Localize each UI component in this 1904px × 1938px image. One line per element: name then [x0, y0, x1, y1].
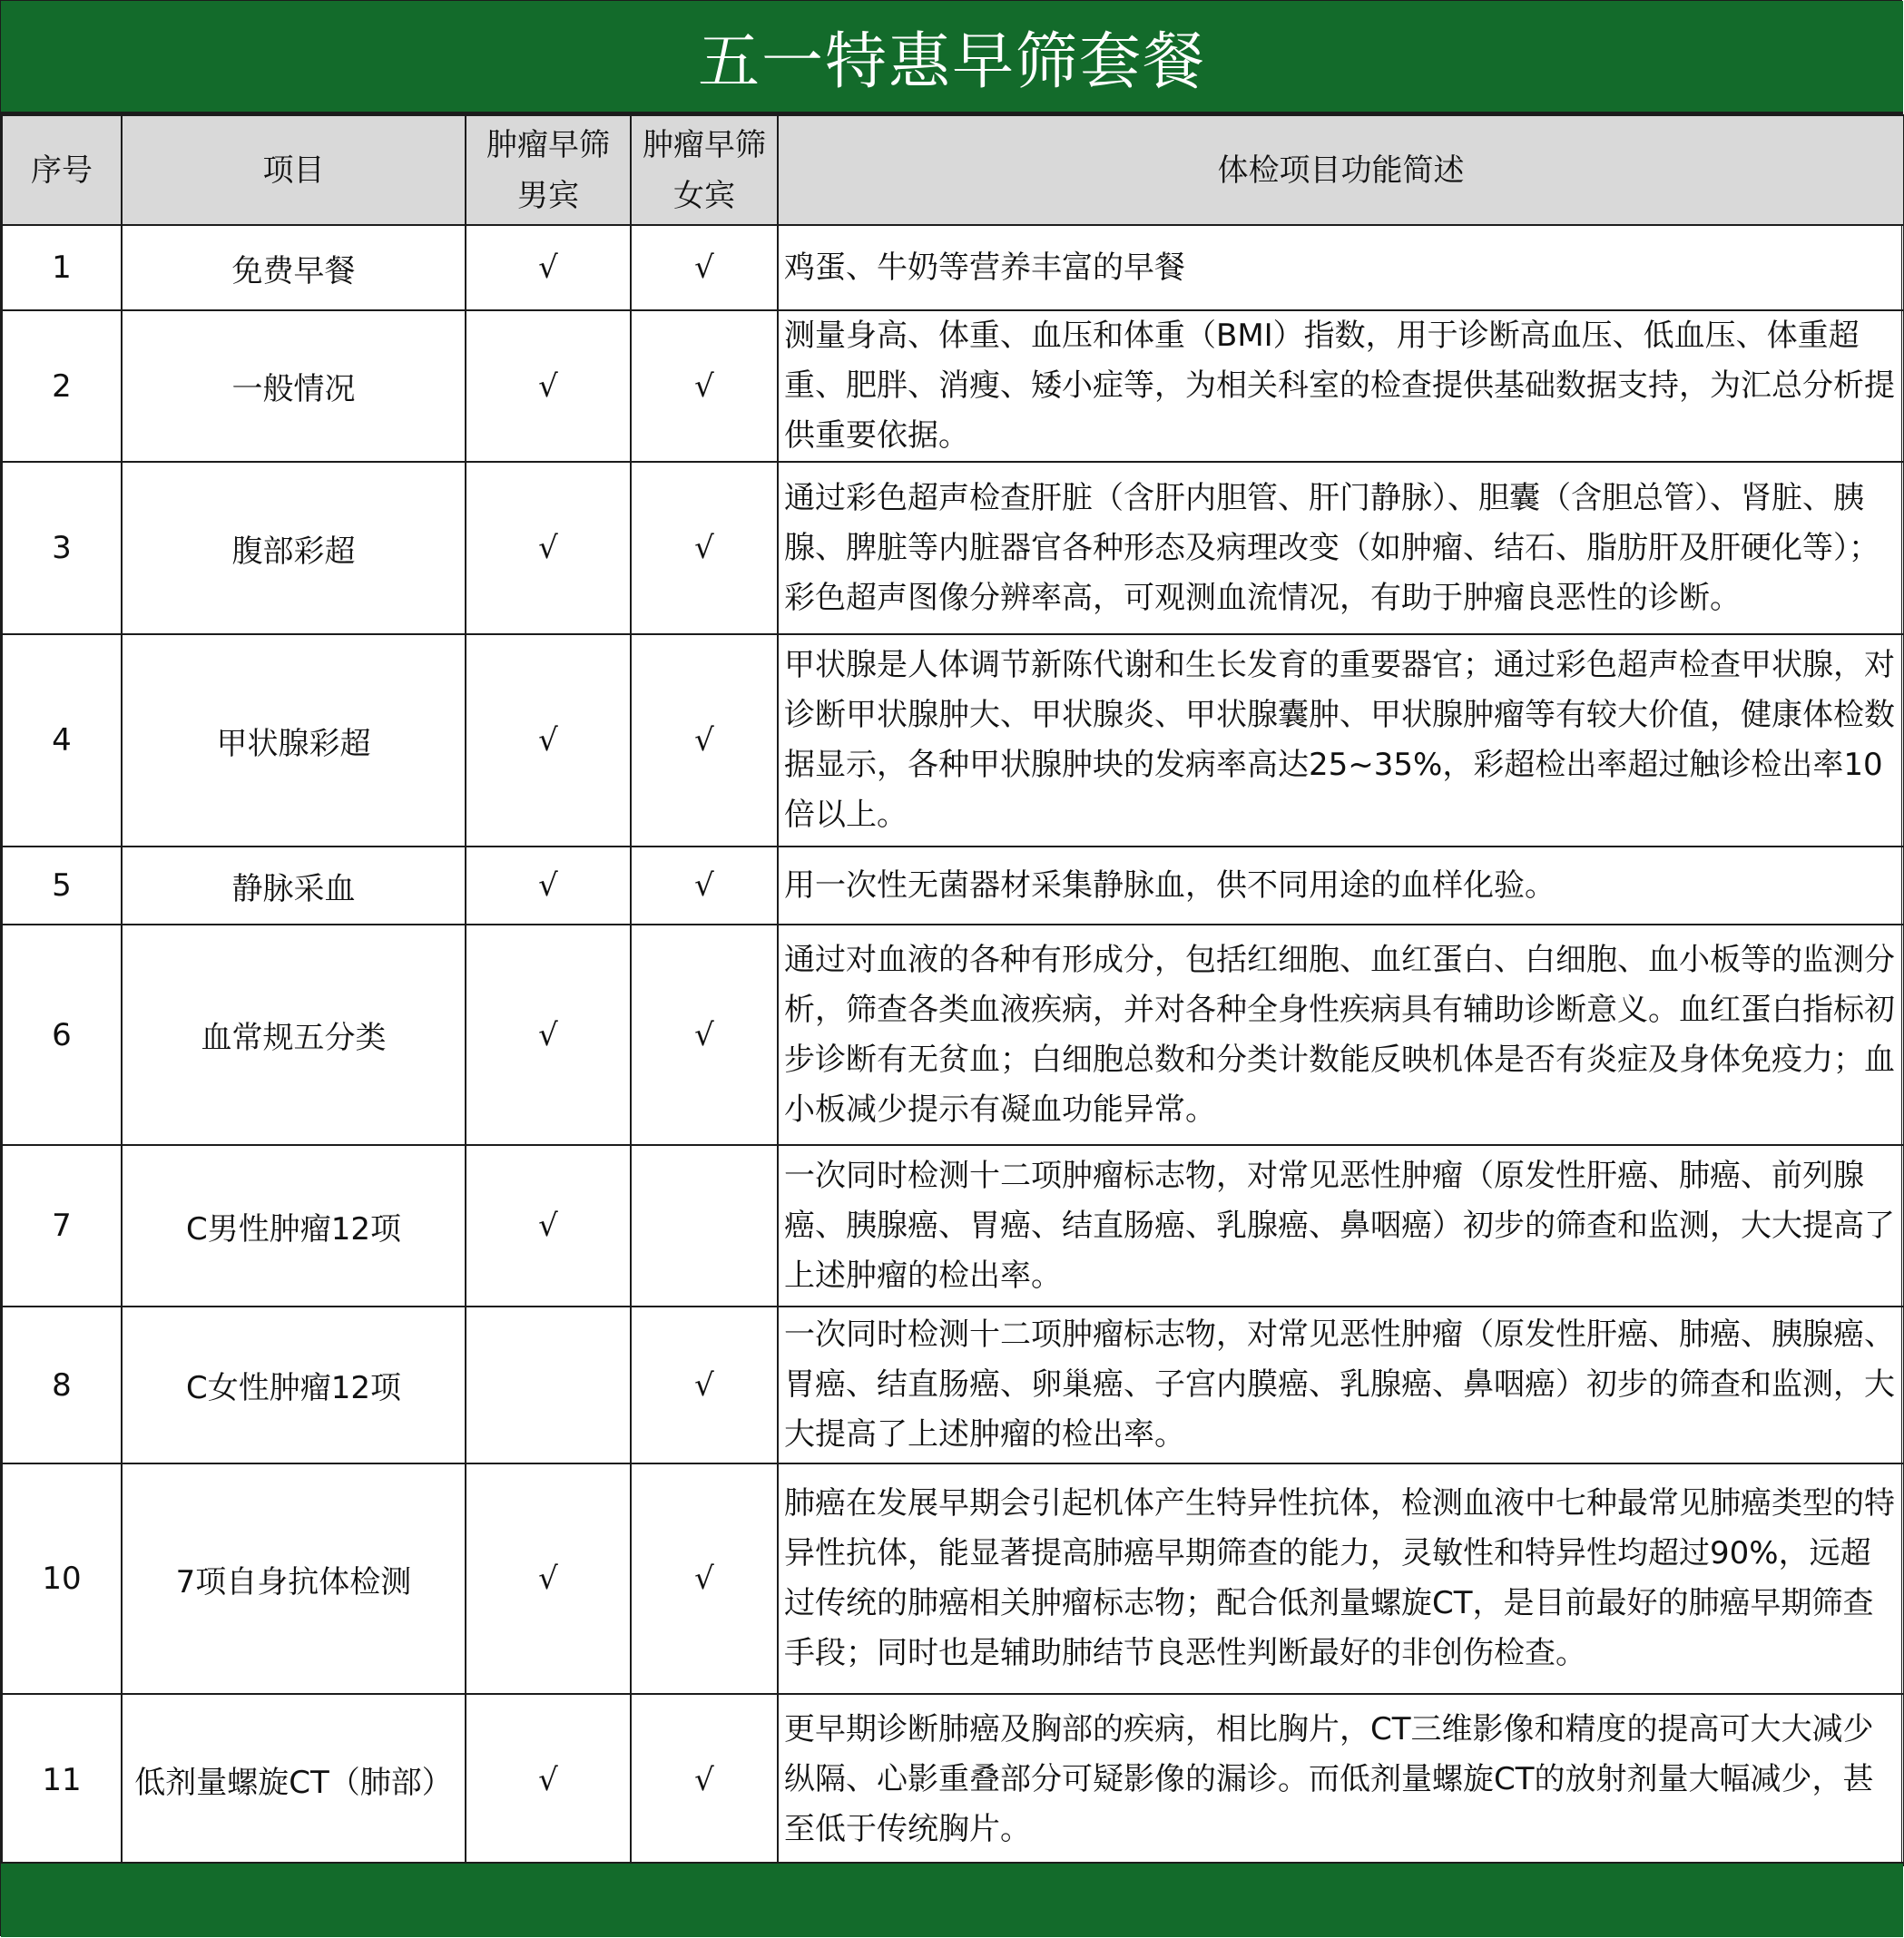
row-item: 免费早餐 — [122, 225, 466, 310]
row-item: 腹部彩超 — [122, 462, 466, 634]
table-row — [2, 925, 1904, 1145]
row-male-check: √ — [466, 225, 631, 310]
row-female-check: √ — [631, 1694, 778, 1865]
row-desc: 更早期诊断肺癌及胸部的疾病，相比胸片，CT三维影像和精度的提高可大大减少纵隔、心影重叠部分可疑影像的漏诊。而低剂量螺旋CT的放射剂量大幅减少，甚至低于传统胸片。 — [778, 1694, 1904, 1865]
table-row — [2, 847, 1904, 925]
row-male-check: √ — [466, 310, 631, 462]
row-male-check: √ — [466, 1463, 631, 1694]
row-desc: 用一次性无菌器材采集静脉血，供不同用途的血样化验。 — [778, 847, 1904, 925]
row-no: 3 — [2, 462, 122, 634]
footer-bar — [1, 1862, 1903, 1937]
row-item: 静脉采血 — [122, 847, 466, 925]
row-desc: 一次同时检测十二项肿瘤标志物，对常见恶性肿瘤（原发性肝癌、肺癌、前列腺癌、胰腺癌、胃癌、结直肠癌、乳腺癌、鼻咽癌）初步的筛查和监测，大大提高了上述肿瘤的检出率。 — [778, 1145, 1904, 1307]
row-item: 血常规五分类 — [122, 925, 466, 1145]
header-female-line1: 肿瘤早筛 — [643, 126, 766, 163]
table-row — [2, 225, 1904, 310]
row-item: 甲状腺彩超 — [122, 634, 466, 847]
row-male-check: √ — [466, 1694, 631, 1865]
row-female-check: √ — [631, 1307, 778, 1463]
row-desc: 一次同时检测十二项肿瘤标志物，对常见恶性肿瘤（原发性肝癌、肺癌、胰腺癌、胃癌、结直肠癌、卵巢癌、子宫内膜癌、乳腺癌、鼻咽癌）初步的筛查和监测，大大提高了上述肿瘤的检出率。 — [778, 1307, 1904, 1463]
table-row — [2, 310, 1904, 462]
header-male-line2: 男宾 — [517, 177, 579, 214]
row-desc: 肺癌在发展早期会引起机体产生特异性抗体，检测血液中七种最常见肺癌类型的特异性抗体，能显著提高肺癌早期筛查的能力，灵敏性和特异性均超过90%，远超过传统的肺癌相关肿瘤标志物；配合低剂量螺旋CT，是目前最好的肺癌早期筛查手段；同时也是辅助肺结节良恶性判断最好的非创伤检查。 — [778, 1463, 1904, 1694]
row-item: 7项自身抗体检测 — [122, 1463, 466, 1694]
row-female-check — [631, 1145, 778, 1307]
row-no: 5 — [2, 847, 122, 925]
row-no: 4 — [2, 634, 122, 847]
table-row — [2, 1145, 1904, 1307]
row-desc: 通过对血液的各种有形成分，包括红细胞、血红蛋白、白细胞、血小板等的监测分析，筛查各类血液疾病，并对各种全身性疾病具有辅助诊断意义。血红蛋白指标初步诊断有无贫血；白细胞总数和分类计数能反映机体是否有炎症及身体免疫力；血小板减少提示有凝血功能异常。 — [778, 925, 1904, 1145]
row-female-check: √ — [631, 310, 778, 462]
row-no: 8 — [2, 1307, 122, 1463]
row-female-check: √ — [631, 1463, 778, 1694]
row-female-check: √ — [631, 925, 778, 1145]
table-row — [2, 1463, 1904, 1694]
row-male-check: √ — [466, 1145, 631, 1307]
row-no: 7 — [2, 1145, 122, 1307]
page-title: 五一特惠早筛套餐 — [697, 25, 1206, 98]
table-row — [2, 1307, 1904, 1463]
table-row — [2, 462, 1904, 634]
row-female-check: √ — [631, 847, 778, 925]
row-item: C女性肿瘤12项 — [122, 1307, 466, 1463]
row-male-check: √ — [466, 925, 631, 1145]
row-no: 10 — [2, 1463, 122, 1694]
header-male — [466, 115, 631, 225]
header-row — [2, 115, 1904, 225]
header-item: 项目 — [122, 115, 466, 225]
row-no: 1 — [2, 225, 122, 310]
row-no: 6 — [2, 925, 122, 1145]
package-table — [1, 114, 1904, 1866]
row-desc: 测量身高、体重、血压和体重（BMI）指数，用于诊断高血压、低血压、体重超重、肥胖、消瘦、矮小症等，为相关科室的检查提供基础数据支持，为汇总分析提供重要依据。 — [778, 310, 1904, 462]
row-desc: 鸡蛋、牛奶等营养丰富的早餐 — [778, 225, 1904, 310]
row-desc: 甲状腺是人体调节新陈代谢和生长发育的重要器官；通过彩色超声检查甲状腺，对诊断甲状腺肿大、甲状腺炎、甲状腺囊肿、甲状腺肿瘤等有较大价值，健康体检数据显示，各种甲状腺肿块的发病率高达25~35%，彩超检出率超过触诊检出率10倍以上。 — [778, 634, 1904, 847]
title-bar — [1, 1, 1903, 114]
header-female — [631, 115, 778, 225]
table-row — [2, 634, 1904, 847]
row-male-check: √ — [466, 462, 631, 634]
row-no: 2 — [2, 310, 122, 462]
row-male-check — [466, 1307, 631, 1463]
row-male-check: √ — [466, 634, 631, 847]
row-no: 11 — [2, 1694, 122, 1865]
row-item: C男性肿瘤12项 — [122, 1145, 466, 1307]
header-female-line2: 女宾 — [673, 177, 735, 214]
row-desc: 通过彩色超声检查肝脏（含肝内胆管、肝门静脉）、胆囊（含胆总管）、肾脏、胰腺、脾脏等内脏器官各种形态及病理改变（如肿瘤、结石、脂肪肝及肝硬化等）；彩色超声图像分辨率高，可观测血流情况，有助于肿瘤良恶性的诊断。 — [778, 462, 1904, 634]
row-female-check: √ — [631, 634, 778, 847]
row-male-check: √ — [466, 847, 631, 925]
row-item: 低剂量螺旋CT（肺部） — [122, 1694, 466, 1865]
row-female-check: √ — [631, 225, 778, 310]
table-row — [2, 1694, 1904, 1865]
header-male-line1: 肿瘤早筛 — [486, 126, 610, 163]
row-female-check: √ — [631, 462, 778, 634]
header-no: 序号 — [2, 115, 122, 225]
header-desc: 体检项目功能简述 — [778, 115, 1904, 225]
row-item: 一般情况 — [122, 310, 466, 462]
